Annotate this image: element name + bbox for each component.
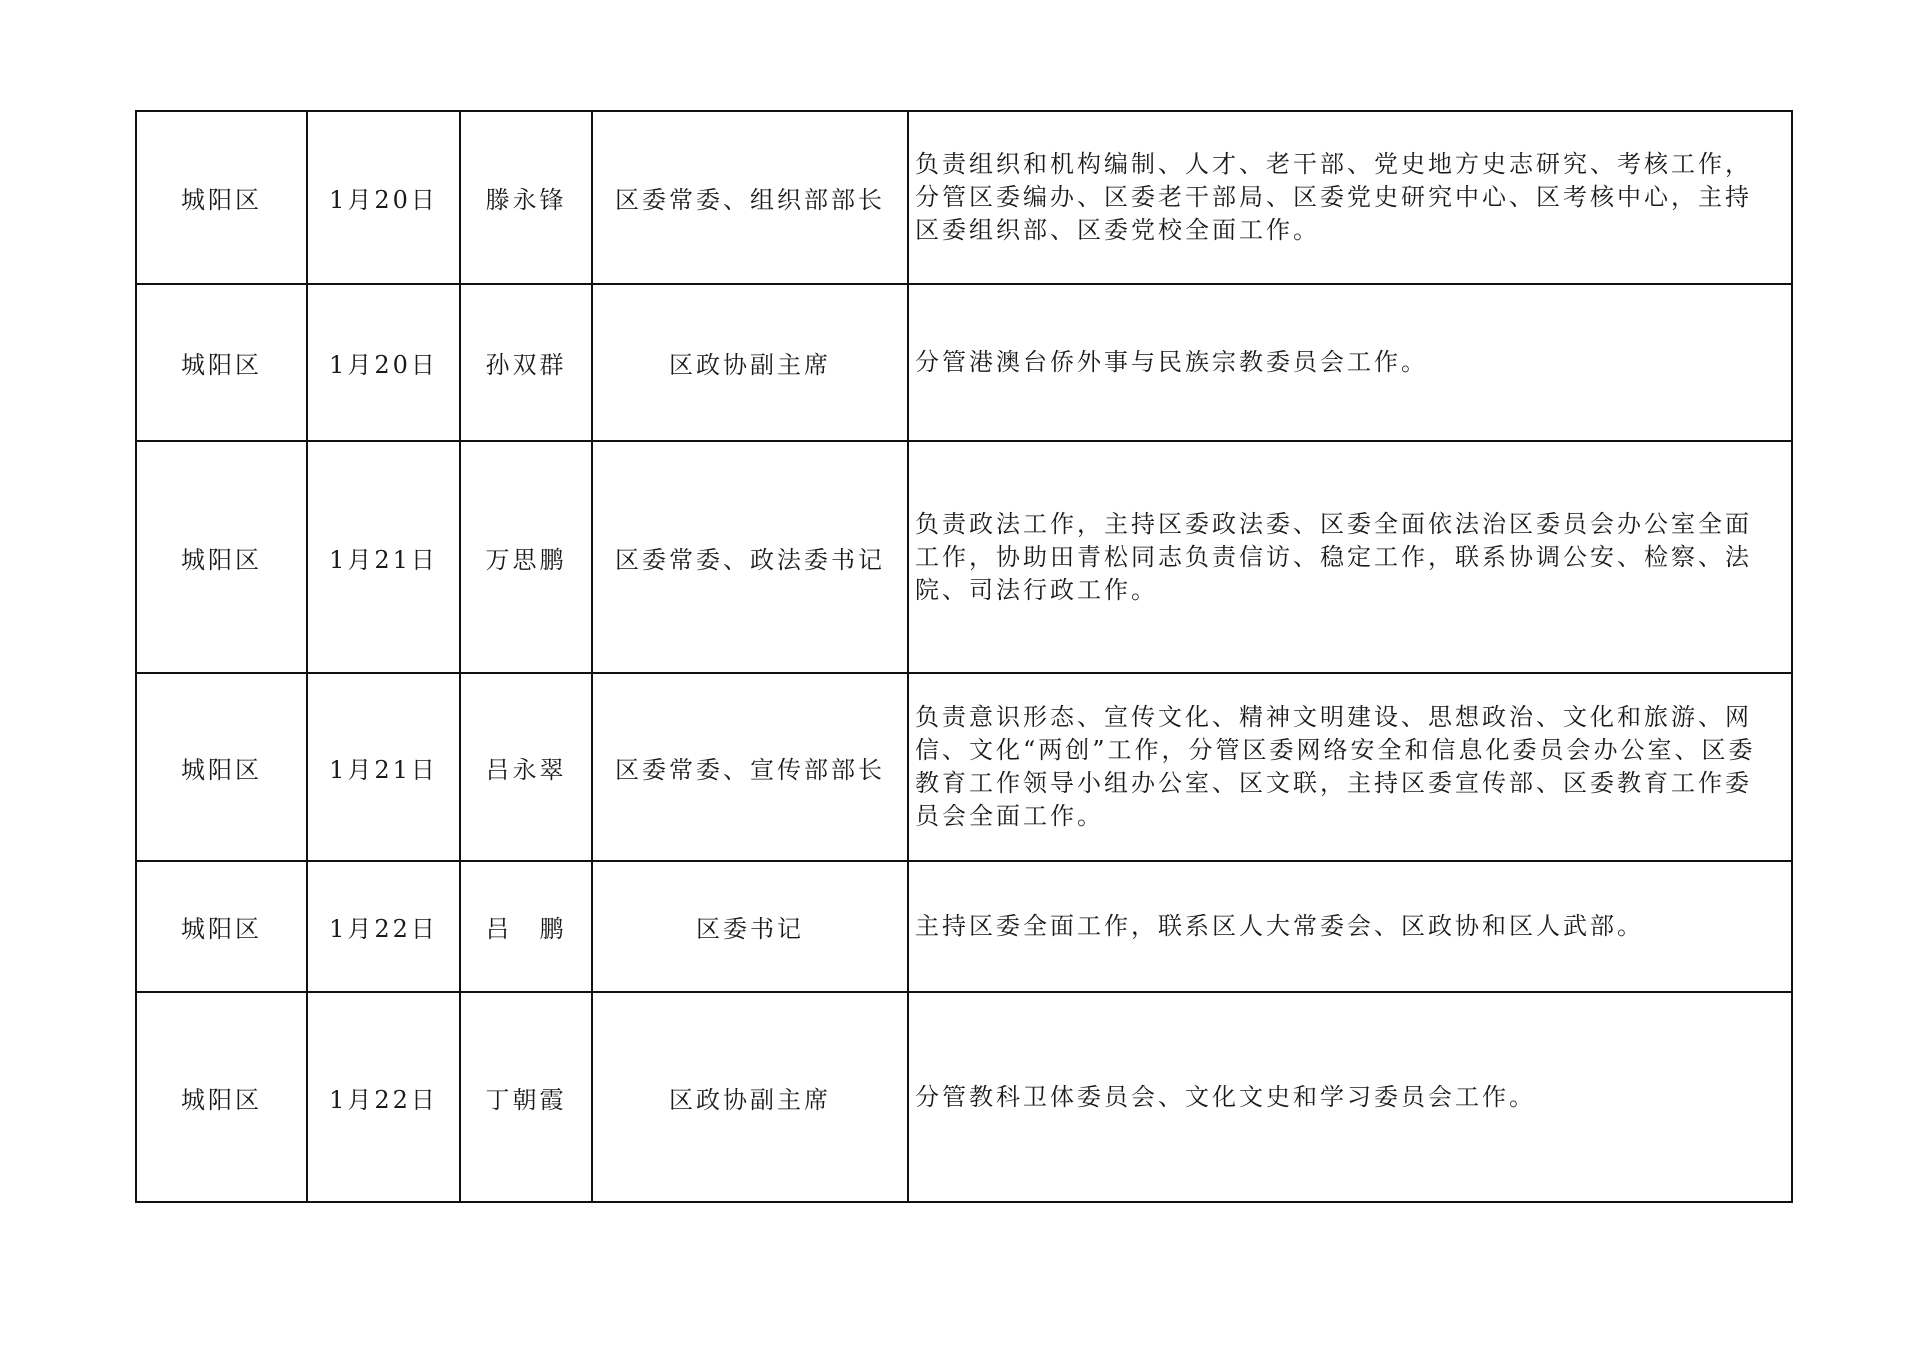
name-cell: 吕永翠 xyxy=(460,673,592,861)
table-row xyxy=(136,992,1792,1202)
name-cell: 万思鹏 xyxy=(460,441,592,673)
duties-cell: 分管港澳台侨外事与民族宗教委员会工作。 xyxy=(908,284,1792,441)
district-cell: 城阳区 xyxy=(136,441,307,673)
date-cell: 1月22日 xyxy=(307,992,460,1202)
district-cell: 城阳区 xyxy=(136,861,307,992)
district-cell: 城阳区 xyxy=(136,673,307,861)
district-cell: 城阳区 xyxy=(136,992,307,1202)
date-cell: 1月21日 xyxy=(307,673,460,861)
table-row xyxy=(136,441,1792,673)
position-cell: 区委书记 xyxy=(592,861,908,992)
district-cell: 城阳区 xyxy=(136,111,307,284)
position-cell: 区委常委、组织部部长 xyxy=(592,111,908,284)
table-row xyxy=(136,673,1792,861)
name-cell: 孙双群 xyxy=(460,284,592,441)
duties-cell: 负责政法工作，主持区委政法委、区委全面依法治区委员会办公室全面工作，协助田青松同志负责信访、稳定工作，联系协调公安、检察、法院、司法行政工作。 xyxy=(908,441,1792,673)
date-cell: 1月22日 xyxy=(307,861,460,992)
district-cell: 城阳区 xyxy=(136,284,307,441)
duties-cell: 主持区委全面工作，联系区人大常委会、区政协和区人武部。 xyxy=(908,861,1792,992)
position-cell: 区政协副主席 xyxy=(592,284,908,441)
position-cell: 区政协副主席 xyxy=(592,992,908,1202)
schedule-table xyxy=(135,110,1793,1203)
position-cell: 区委常委、宣传部部长 xyxy=(592,673,908,861)
position-cell: 区委常委、政法委书记 xyxy=(592,441,908,673)
name-cell: 滕永锋 xyxy=(460,111,592,284)
duties-cell: 负责意识形态、宣传文化、精神文明建设、思想政治、文化和旅游、网信、文化“两创”工作，分管区委网络安全和信息化委员会办公室、区委教育工作领导小组办公室、区文联，主持区委宣传部、区委教育工作委员会全面工作。 xyxy=(908,673,1792,861)
date-cell: 1月21日 xyxy=(307,441,460,673)
name-cell: 吕 鹏 xyxy=(460,861,592,992)
table-row xyxy=(136,284,1792,441)
duties-cell: 负责组织和机构编制、人才、老干部、党史地方史志研究、考核工作，分管区委编办、区委老干部局、区委党史研究中心、区考核中心，主持区委组织部、区委党校全面工作。 xyxy=(908,111,1792,284)
name-cell: 丁朝霞 xyxy=(460,992,592,1202)
date-cell: 1月20日 xyxy=(307,111,460,284)
duties-cell: 分管教科卫体委员会、文化文史和学习委员会工作。 xyxy=(908,992,1792,1202)
date-cell: 1月20日 xyxy=(307,284,460,441)
table-row xyxy=(136,861,1792,992)
table-row xyxy=(136,111,1792,284)
